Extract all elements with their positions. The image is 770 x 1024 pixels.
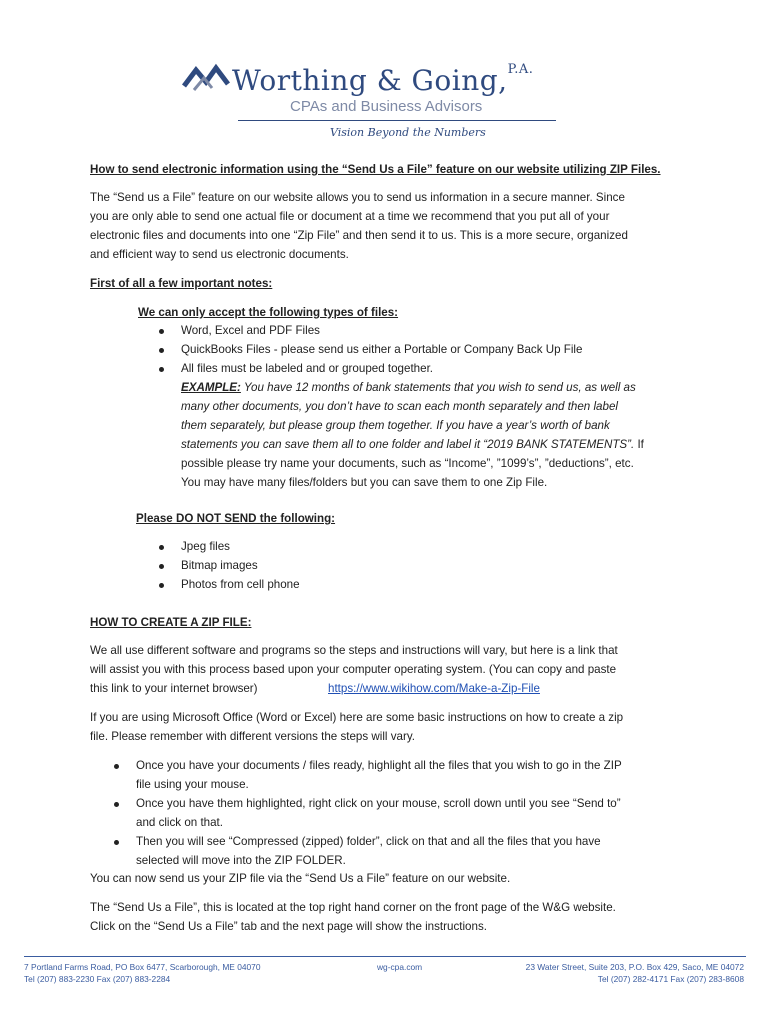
bullet-icon (159, 367, 164, 372)
intro-line: electronic files and documents into one “Zip File” and then send it to us. This is a more secure, organized (90, 229, 628, 242)
example-text: You have 12 months of bank statements that you wish to send us, as well as (240, 381, 636, 394)
final-paragraph-line: The “Send Us a File”, this is located at the top right hand corner on the front page of the W&G website. (90, 901, 616, 914)
example-tail: If (634, 438, 644, 451)
dont-send-item: Photos from cell phone (181, 578, 300, 591)
dont-send-heading-text: Please DO NOT SEND the following: (136, 512, 336, 525)
firm-motto: Vision Beyond the Numbers (330, 126, 486, 139)
footer-left-phone: Tel (207) 883-2230 Fax (207) 883-2284 (24, 974, 171, 984)
step-line: selected will move into the ZIP FOLDER. (136, 854, 346, 867)
accept-heading: We can only accept the following types of files: (138, 306, 399, 319)
bullet-icon (159, 348, 164, 353)
example-line (181, 435, 644, 454)
zip-heading: HOW TO CREATE A ZIP FILE: (90, 616, 252, 629)
example-text: statements you can save them all to one folder and label it “2019 BANK STATEMENTS”. (181, 438, 635, 451)
footer-website: wg-cpa.com (377, 962, 423, 972)
footer-right-address: 23 Water Street, Suite 203, P.O. Box 429, Saco, ME 04072 (525, 962, 744, 972)
zigzag-chevron-icon (182, 62, 232, 92)
plain-line: You may have many files/folders but you can save them to one Zip File. (181, 476, 548, 489)
dont-send-heading (136, 509, 335, 528)
notes-heading: First of all a few important notes: (90, 277, 273, 290)
bullet-icon (114, 840, 119, 845)
header-divider (238, 120, 556, 121)
bullet-icon (114, 764, 119, 769)
bullet-icon (159, 329, 164, 334)
example-line: many other documents, you don’t have to scan each month separately and then label (181, 400, 618, 413)
intro-line: The “Send us a File” feature on our website allows you to send us information in a secure manner. Since (90, 191, 625, 204)
accept-item: All files must be labeled and or grouped together. (181, 362, 434, 375)
plain-line: possible please try name your documents, such as “Income”, ”1099’s”, ”deductions”, etc. (181, 457, 634, 470)
zip-paragraph-line: We all use different software and programs so the steps and instructions will vary, but here is a link that (90, 644, 618, 657)
firm-name-text: Worthing & Going, (232, 64, 508, 97)
step-line: Once you have your documents / files ready, highlight all the files that you wish to go in the ZIP (136, 759, 622, 772)
example-line: them separately, but please group them together. If you have a year’s worth of bank (181, 419, 610, 432)
firm-suffix: P.A. (507, 62, 534, 77)
example-label: EXAMPLE: (181, 381, 241, 394)
document-title: How to send electronic information using the “Send Us a File” feature on our website utilizing ZIP Files. (90, 163, 661, 176)
final-paragraph-line: Click on the “Send Us a File” tab and the next page will show the instructions. (90, 920, 487, 933)
firm-logo (182, 60, 602, 145)
footer-right-phone: Tel (207) 282-4171 Fax (207) 283-8608 (597, 974, 744, 984)
intro-line: you are only able to send one actual file or document at a time we recommend that you put all of your (90, 210, 610, 223)
example-line (181, 378, 636, 397)
zip-paragraph-line: this link to your internet browser) (90, 682, 258, 695)
bullet-icon (159, 583, 164, 588)
accept-item: Word, Excel and PDF Files (181, 324, 320, 337)
footer-left-address: 7 Portland Farms Road, PO Box 6477, Scarborough, ME 04070 (24, 962, 261, 972)
step-line: file using your mouse. (136, 778, 249, 791)
zip-paragraph-line: will assist you with this process based upon your computer operating system. (You can copy and paste (90, 663, 617, 676)
accept-item: QuickBooks Files - please send us either a Portable or Company Back Up File (181, 343, 583, 356)
bullet-icon (114, 802, 119, 807)
step-line: and click on that. (136, 816, 224, 829)
dont-send-item: Bitmap images (181, 559, 258, 572)
step-line: Once you have them highlighted, right click on your mouse, scroll down until you see “Send to” (136, 797, 621, 810)
bullet-icon (159, 564, 164, 569)
wikihow-link[interactable]: https://www.wikihow.com/Make-a-Zip-File (328, 682, 540, 695)
firm-tagline: CPAs and Business Advisors (290, 98, 483, 115)
after-steps-line: You can now send us your ZIP file via the “Send Us a File” feature on our website. (90, 872, 511, 885)
step-line: Then you will see “Compressed (zipped) folder”, click on that and all the files that you have (136, 835, 601, 848)
bullet-icon (159, 545, 164, 550)
office-paragraph-line: If you are using Microsoft Office (Word or Excel) here are some basic instructions on how to create a zip (90, 711, 624, 724)
firm-name (232, 64, 533, 97)
office-paragraph-line: file. Please remember with different versions the steps will vary. (90, 730, 415, 743)
intro-line: and efficient way to send us electronic documents. (90, 248, 349, 261)
footer-divider (24, 956, 746, 957)
dont-send-item: Jpeg files (181, 540, 230, 553)
